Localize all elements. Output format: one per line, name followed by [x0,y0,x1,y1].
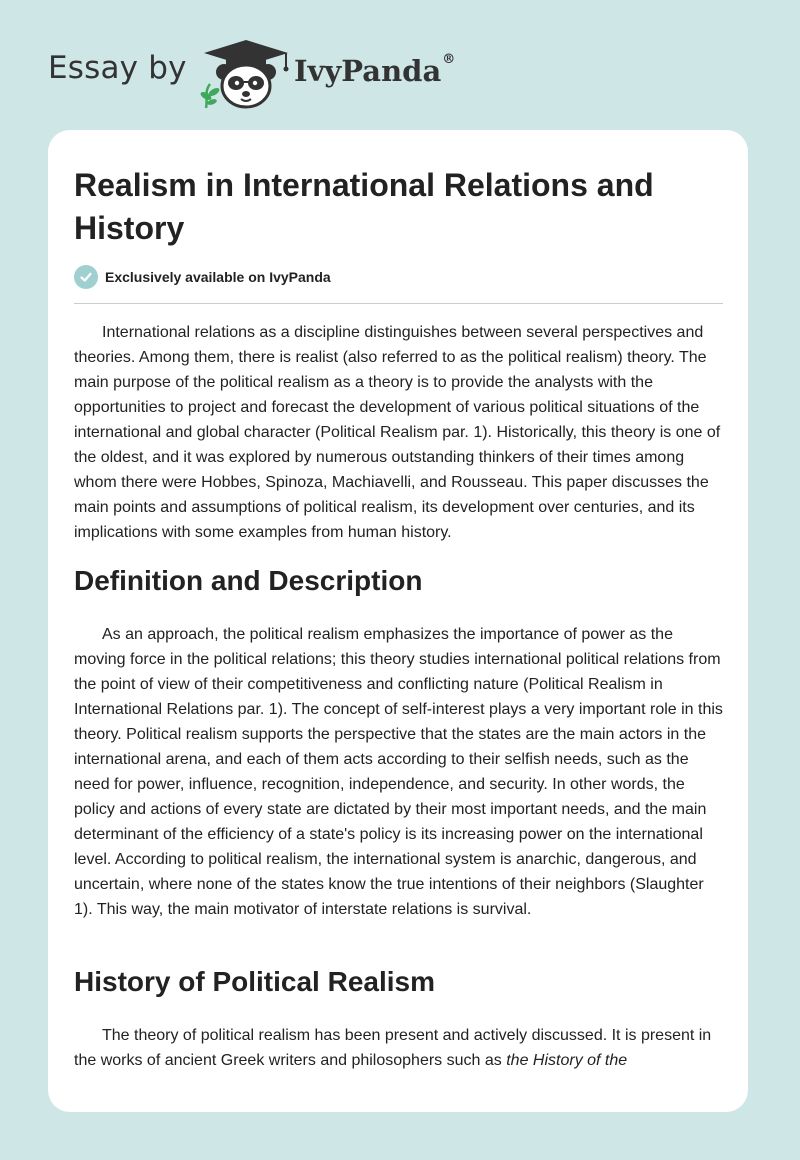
definition-paragraph: As an approach, the political realism emphasizes the importance of power as the moving force in the political relations; this theory studies international political relations from the point of view of their competitiveness and conflicting nature (Political Realism in International Relations par. 1). The concept of self-interest plays a very important role in this theory. Political realism supports the perspective that the states are the main actors in the international arena, and each of them acts according to their selfish needs, such as the need for power, influence, recognition, independence, and security. In other words, the policy and actions of every state are dictated by their most important needs, and the main determinant of the efficiency of a state's policy is its increasing power on the international level. According to political realism, the international system is anarchic, dangerous, and uncertain, where none of the states know the true intentions of their neighbors (Slaughter 1). This way, the main motivator of interstate relations is survival. [74,626,723,918]
intro-paragraph: International relations as a discipline distinguishes between several perspectives and theories. Among them, there is realist (also referred to as the political realism) theory. The main purpose of the political realism as a theory is to provide the analysts with the opportunities to project and forecast the development of various political situations of the international and global character (Political Realism par. 1). Historically, this theory is one of the oldest, and it was explored by numerous outstanding thinkers of their times among whom there were Hobbes, Spinoza, Machiavelli, and Rousseau. This paper discusses the main points and assumptions of political realism, its development over centuries, and its implications with some examples from human history. [74,324,721,541]
badge-text: Exclusively available on IvyPanda [105,269,331,285]
brand-name-text: IvyPanda [294,54,442,88]
panda-logo-icon[interactable] [200,36,292,110]
history-paragraph [74,1023,723,1073]
brand-prefix: Essay by [48,50,187,86]
brand-name[interactable] [294,54,455,88]
site-header [0,0,800,130]
registered-mark: ® [442,52,456,67]
essay-card [48,130,748,1112]
section-heading-history: History of Political Realism [74,966,435,997]
page-title: Realism in International Relations and History [74,167,654,246]
exclusive-badge [74,264,331,290]
section-heading-definition: Definition and Description [74,565,423,596]
history-italic-title: the History of the [506,1052,628,1069]
checkmark-icon [74,265,98,289]
history-paragraph-text: The theory of political realism has been present and actively discussed. It is present in the works of ancient Greek writers and philosophers such as [74,1027,712,1069]
divider [74,303,723,304]
